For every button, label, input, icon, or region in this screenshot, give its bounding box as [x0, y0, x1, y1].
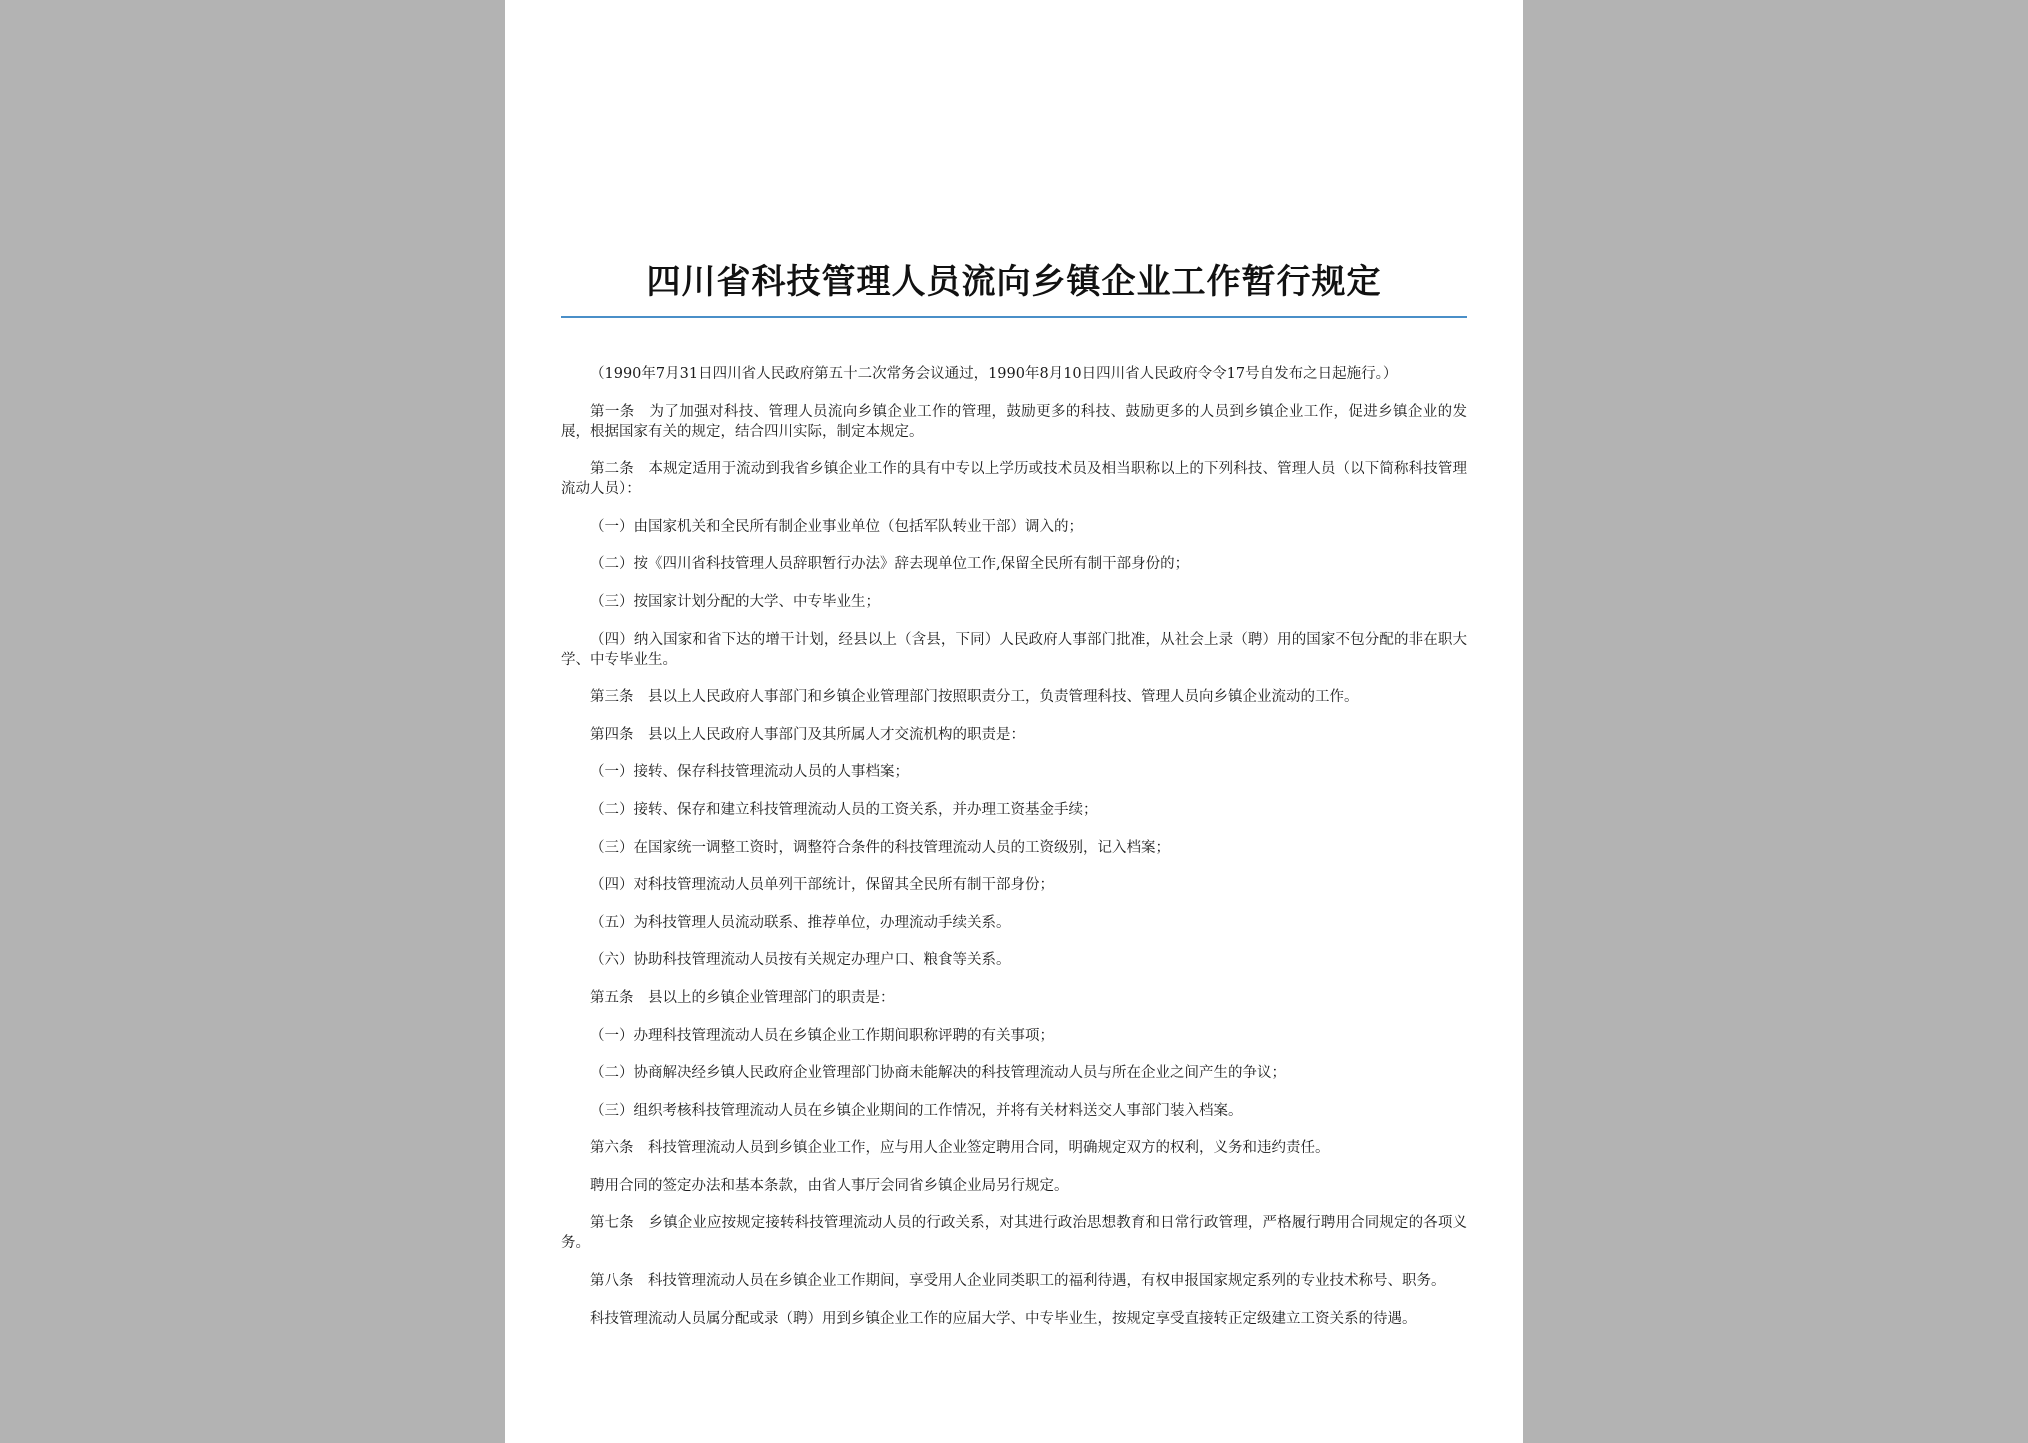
article-8-paragraph: 第八条 科技管理流动人员在乡镇企业工作期间，享受用人企业同类职工的福利待遇，有权申报国家规定系列的专业技术称号、职务。	[590, 1273, 1446, 1290]
article-4-item-6: （六）协助科技管理流动人员按有关规定办理户口、粮食等关系。	[590, 952, 1011, 969]
article-2-item-1: （一）由国家机关和全民所有制企业事业单位（包括军队转业干部）调入的；	[590, 518, 1083, 535]
article-5-paragraph: 第五条 县以上的乡镇企业管理部门的职责是：	[590, 989, 895, 1006]
article-4-item-4: （四）对科技管理流动人员单列干部统计，保留其全民所有制干部身份；	[590, 877, 1054, 894]
article-5-item-3: （三）组织考核科技管理流动人员在乡镇企业期间的工作情况，并将有关材料送交人事部门装入档案。	[590, 1102, 1243, 1119]
article-6-paragraph: 第六条 科技管理流动人员到乡镇企业工作，应与用人企业签定聘用合同，明确规定双方的权利，义务和违约责任。	[590, 1140, 1330, 1157]
article-8-graduates-paragraph: 科技管理流动人员属分配或录（聘）用到乡镇企业工作的应届大学、中专毕业生，按规定享受直接转正定级建立工资关系的待遇。	[590, 1310, 1417, 1327]
article-4-item-3: （三）在国家统一调整工资时，调整符合条件的科技管理流动人员的工资级别，记入档案；	[590, 839, 1170, 856]
article-2-item-2: （二）按《四川省科技管理人员辞职暂行办法》辞去现单位工作,保留全民所有制干部身份的；	[590, 556, 1190, 573]
article-4-item-2: （二）接转、保存和建立科技管理流动人员的工资关系，并办理工资基金手续；	[590, 801, 1098, 818]
article-7-paragraph: 第七条 乡镇企业应按规定接转科技管理流动人员的行政关系，对其进行政治思想教育和日常行政管理，严格履行聘用合同规定的各项义务。	[561, 1215, 1467, 1252]
document-body	[561, 364, 1467, 1346]
article-4-paragraph: 第四条 县以上人民政府人事部门及其所属人才交流机构的职责是：	[590, 726, 1025, 743]
article-4-item-1: （一）接转、保存科技管理流动人员的人事档案；	[590, 764, 909, 781]
article-5-item-1: （一）办理科技管理流动人员在乡镇企业工作期间职称评聘的有关事项；	[590, 1027, 1054, 1044]
article-3-paragraph: 第三条 县以上人民政府人事部门和乡镇企业管理部门按照职责分工，负责管理科技、管理人员向乡镇企业流动的工作。	[590, 689, 1359, 706]
article-6-contract-paragraph: 聘用合同的签定办法和基本条款，由省人事厅会同省乡镇企业局另行规定。	[590, 1177, 1069, 1194]
article-2-item-4: （四）纳入国家和省下达的增干计划，经县以上（含县，下同）人民政府人事部门批准，从社会上录（聘）用的国家不包分配的非在职大学、中专毕业生。	[561, 631, 1467, 668]
document-title: 四川省科技管理人员流向乡镇企业工作暂行规定	[646, 262, 1382, 302]
document-page	[505, 0, 1523, 1443]
article-2-item-3: （三）按国家计划分配的大学、中专毕业生；	[590, 593, 880, 610]
article-2-paragraph: 第二条 本规定适用于流动到我省乡镇企业工作的具有中专以上学历或技术员及相当职称以上的下列科技、管理人员（以下简称科技管理流动人员）：	[561, 461, 1467, 498]
article-5-item-2: （二）协商解决经乡镇人民政府企业管理部门协商未能解决的科技管理流动人员与所在企业之间产生的争议；	[590, 1065, 1286, 1082]
article-4-item-5: （五）为科技管理人员流动联系、推荐单位，办理流动手续关系。	[590, 914, 1011, 931]
preamble-paragraph: （1990年7月31日四川省人民政府第五十二次常务会议通过，1990年8月10日四川省人民政府令令17号自发布之日起施行。）	[590, 366, 1398, 382]
title-underline	[561, 316, 1467, 318]
article-1-paragraph: 第一条 为了加强对科技、管理人员流向乡镇企业工作的管理，鼓励更多的科技、鼓励更多的人员到乡镇企业工作，促进乡镇企业的发展，根据国家有关的规定，结合四川实际，制定本规定。	[561, 403, 1467, 440]
